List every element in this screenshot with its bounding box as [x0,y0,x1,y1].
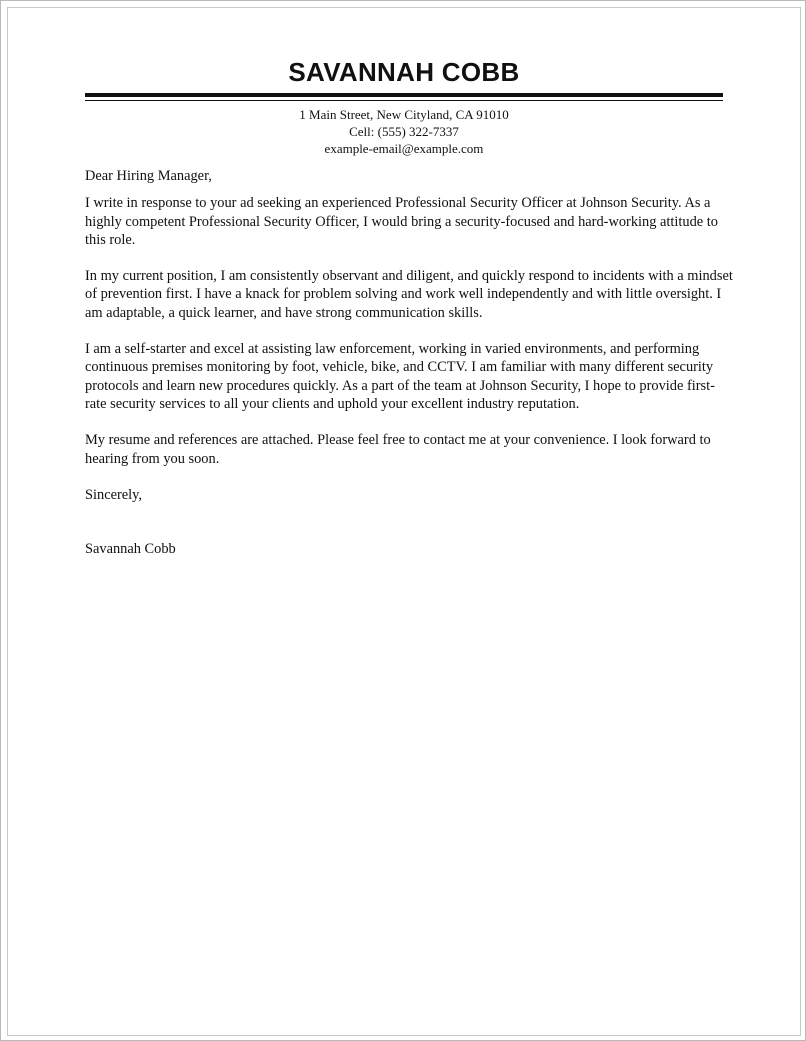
paragraph-current-position: In my current position, I am consistently observant and diligent, and quickly respond to incidents with a mindset of prevention first. I have a knack for problem solving and work well independently and with little oversight. I am adaptable, a quick learner, and have strong communication skills. [85,268,733,321]
header-rule-thin [85,100,723,101]
paragraph-intro: I write in response to your ad seeking an experienced Professional Security Officer at Johnson Security. As a highly competent Professional Security Officer, I would bring a security-focused and hard-working attitude to this role. [85,195,718,248]
paragraph-closing-remarks: My resume and references are attached. Please feel free to contact me at your convenience. I look forward to hearing from you soon. [85,432,711,467]
contact-address: 1 Main Street, New Cityland, CA 91010 [299,107,509,122]
salutation: Dear Hiring Manager, [85,168,212,184]
letter-body [85,167,733,576]
signature-name: Savannah Cobb [85,541,176,558]
header-rule-thick [85,93,723,97]
contact-email: example-email@example.com [324,141,484,156]
paragraph-skills: I am a self-starter and excel at assisting law enforcement, working in varied environments, and performing continuous premises monitoring by foot, vehicle, bike, and CCTV. I am familiar with many different security protocols and learn new procedures quickly. As a part of the team at Johnson Security, I hope to provide first-rate security services to all your clients and uphold your excellent industry reputation. [85,341,715,412]
closing: Sincerely, [85,486,143,503]
applicant-name-heading: SAVANNAH COBB [288,57,520,87]
contact-phone: Cell: (555) 322-7337 [349,124,459,139]
